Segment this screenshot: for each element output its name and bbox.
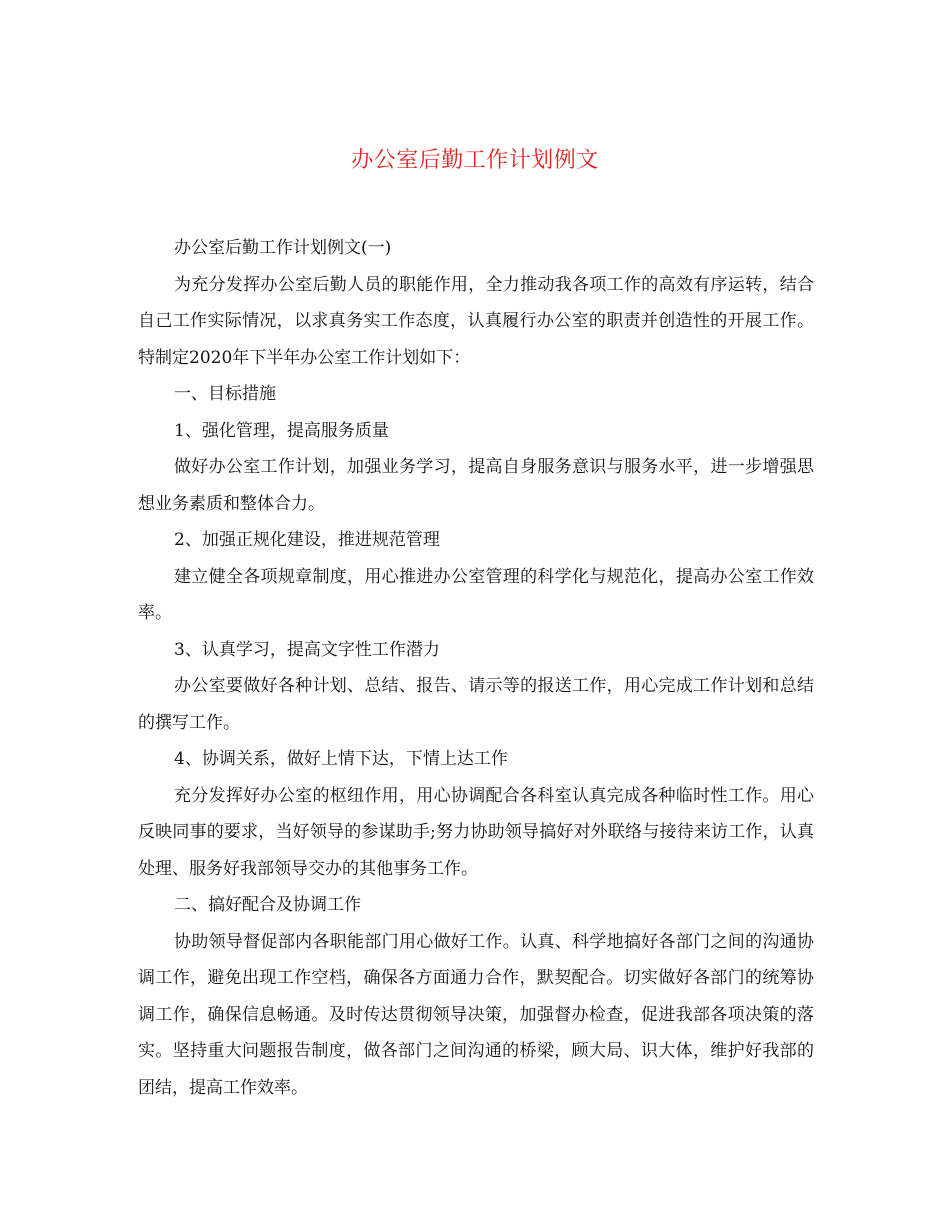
subtitle-paragraph: 办公室后勤工作计划例文(一) bbox=[174, 238, 392, 258]
item-heading-1: 1、强化管理，提高服务质量 bbox=[174, 420, 389, 441]
item-paragraph-1: 做好办公室工作计划，加强业务学习，提高自身服务意识与服务水平，进一步增强思想业务素质和整体合力。 bbox=[138, 457, 814, 514]
document-body bbox=[138, 230, 814, 1106]
item-heading-4: 4、协调关系，做好上情下达，下情上达工作 bbox=[174, 749, 508, 769]
section-heading-coordination: 二、搞好配合及协调工作 bbox=[174, 895, 361, 915]
intro-paragraph: 为充分发挥办公室后勤人员的职能作用，全力推动我各项工作的高效有序运转，结合自己工作实际情况，以求真务实工作态度，认真履行办公室的职责并创造性的开展工作。特制定2020年下半年办公室工作计划如下： bbox=[138, 274, 814, 368]
section-heading-goals: 一、目标措施 bbox=[174, 384, 276, 404]
item-paragraph-3: 办公室要做好各种计划、总结、报告、请示等的报送工作，用心完成工作计划和总结的撰写工作。 bbox=[138, 676, 814, 733]
item-paragraph-2: 建立健全各项规章制度，用心推进办公室管理的科学化与规范化，提高办公室工作效率。 bbox=[138, 566, 814, 623]
document-title: 办公室后勤工作计划例文 bbox=[351, 148, 599, 173]
item-heading-2: 2、加强正规化建设，推进规范管理 bbox=[174, 530, 440, 550]
coordination-paragraph: 协助领导督促部内各职能部门用心做好工作。认真、科学地搞好各部门之间的沟通协调工作，避免出现工作空档，确保各方面通力合作，默契配合。切实做好各部门的统筹协调工作，确保信息畅通。及时传达贯彻领导决策，加强督办检查，促进我部各项决策的落实。坚持重大问题报告制度，做各部门之间沟通的桥梁，顾大局、识大体，维护好我部的团结，提高工作效率。 bbox=[138, 931, 814, 1098]
item-heading-3: 3、认真学习，提高文字性工作潜力 bbox=[174, 639, 440, 660]
item-paragraph-4: 充分发挥好办公室的枢纽作用，用心协调配合各科室认真完成各种临时性工作。用心反映同事的要求，当好领导的参谋助手;努力协助领导搞好对外联络与接待来访工作，认真处理、服务好我部领导交办的其他事务工作。 bbox=[138, 785, 814, 879]
